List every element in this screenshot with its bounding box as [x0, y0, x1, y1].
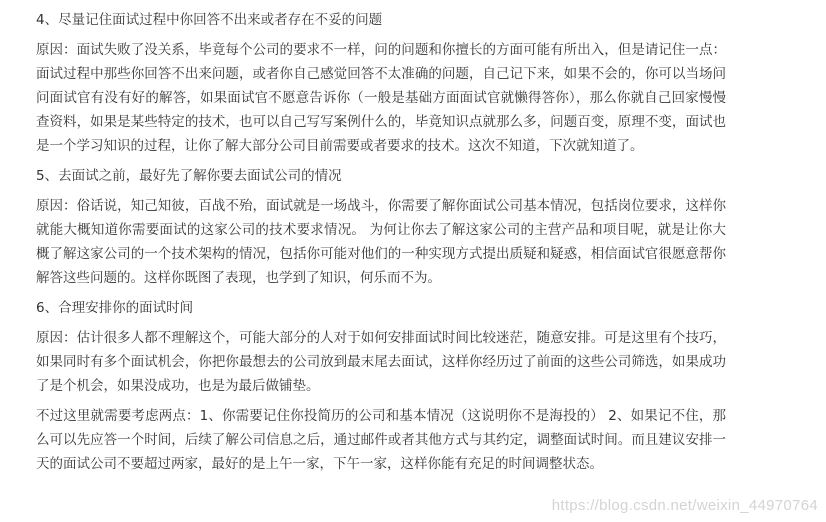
section-6-paragraph-1: 原因：估计很多人都不理解这个，可能大部分的人对于如何安排面试时间比较迷茫，随意安排。可是这里有个技巧，如果同时有多个面试机会，你把你最想去的公司放到最末尾去面试，这样你经历过了前面的这些公司筛选，如果成功了是个机会，如果没成功，也是为最后做铺垫。 — [36, 330, 726, 394]
section-6-heading: 6、合理安排你的面试时间 — [36, 300, 194, 316]
watermark-url: https://blog.csdn.net/weixin_44970764 — [551, 497, 818, 514]
section-5-heading: 5、去面试之前，最好先了解你要去面试公司的情况 — [36, 168, 342, 184]
section-4-heading: 4、尽量记住面试过程中你回答不出来或者存在不妥的问题 — [36, 12, 383, 28]
section-5-paragraph: 原因：俗话说，知己知彼，百战不殆，面试就是一场战斗，你需要了解你面试公司基本情况，包括岗位要求，这样你就能大概知道你需要面试的这家公司的技术要求情况。 为何让你去了解这家公司的主营产品和项目呢，就是让你大概了解这家公司的一个技术架构的情况，包括你可能对他们的一种实现方式提出质疑和疑惑，相信面试官很愿意帮你解答这些问题的。这样你既图了表现，也学到了知识，何乐而不为。 — [36, 198, 726, 286]
section-6-paragraph-2: 不过这里就需要考虑两点：1、你需要记住你投简历的公司和基本情况（这说明你不是海投的） 2、如果记不住，那么可以先应答一个时间，后续了解公司信息之后，通过邮件或者其他方式与其约定，调整面试时间。而且建议安排一天的面试公司不要超过两家，最好的是上午一家，下午一家，这样你能有充足的时间调整状态。 — [36, 408, 726, 472]
section-4-paragraph: 原因：面试失败了没关系，毕竟每个公司的要求不一样，问的问题和你擅长的方面可能有所出入，但是请记住一点：面试过程中那些你回答不出来问题，或者你自己感觉回答不太准确的问题，自己记下来，如果不会的，你可以当场问问面试官有没有好的解答，如果面试官不愿意告诉你（一般是基础方面面试官就懒得答你），那么你就自己回家慢慢查资料，如果是某些特定的技术，也可以自己写写案例什么的，毕竟知识点就那么多，问题百变，原理不变，面试也是一个学习知识的过程，让你了解大部分公司目前需要或者要求的技术。这次不知道，下次就知道了。 — [36, 42, 726, 154]
